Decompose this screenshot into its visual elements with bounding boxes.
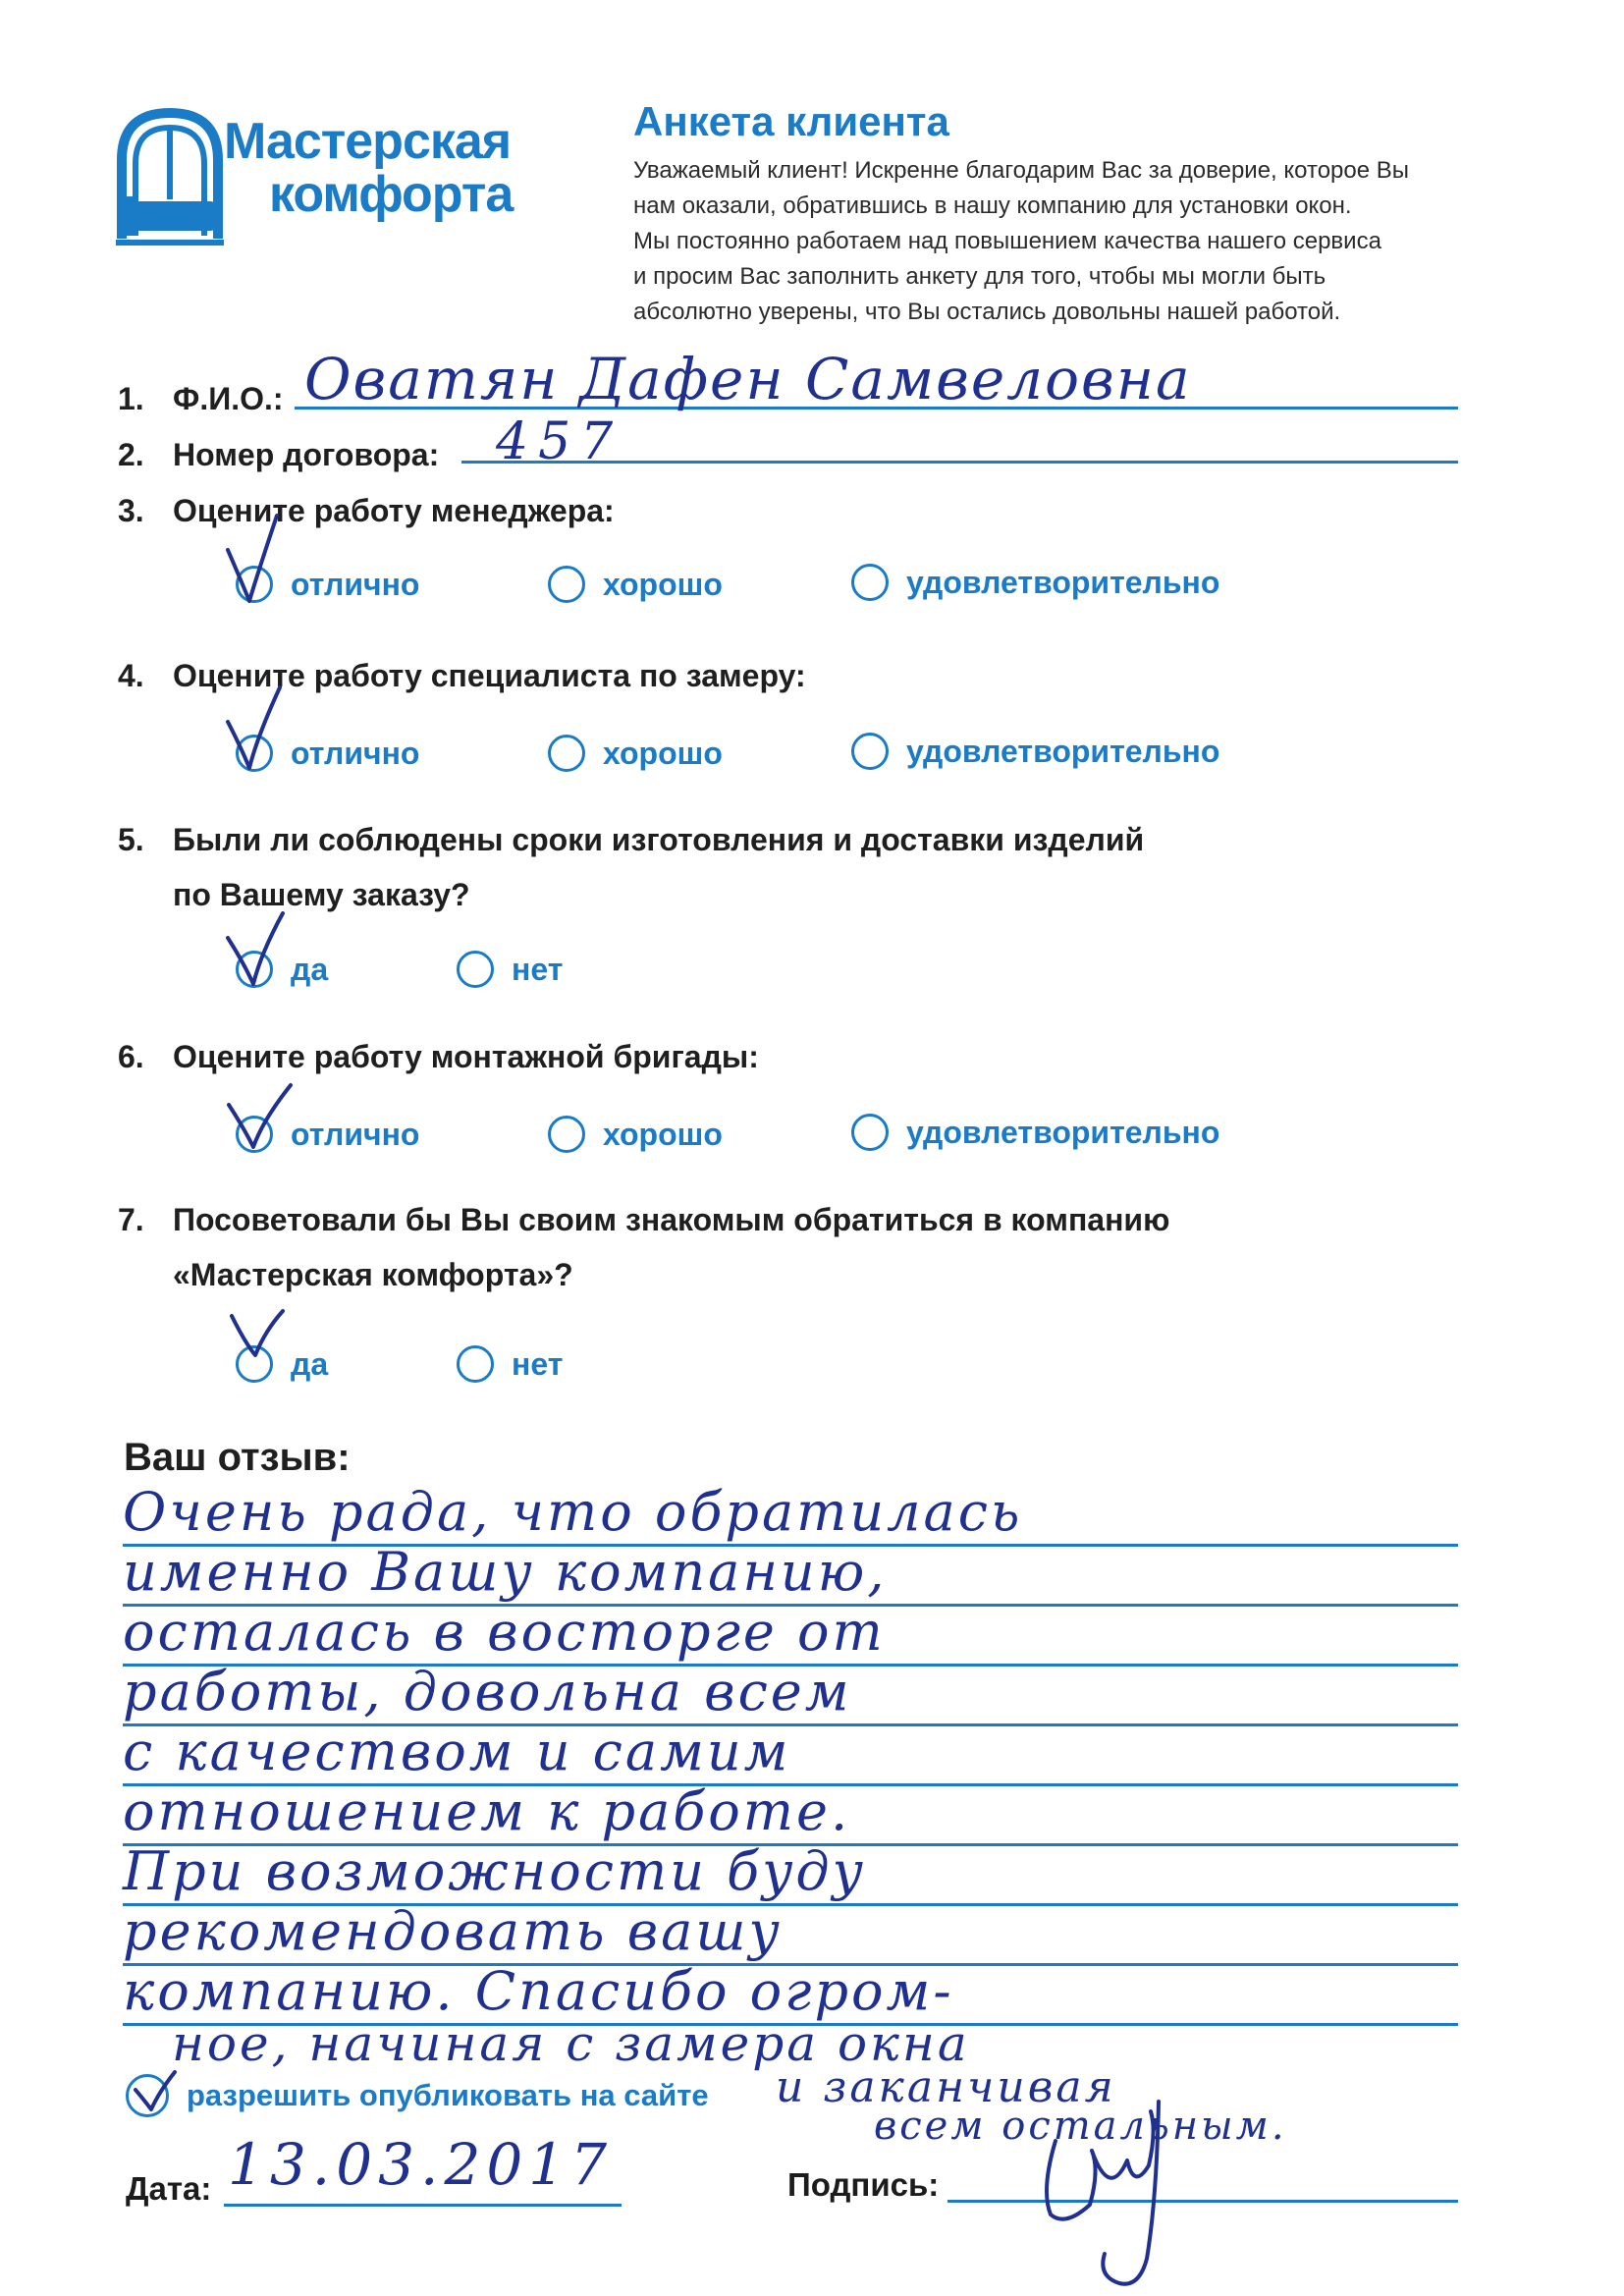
intro-line: Мы постоянно работаем над повышением качества нашего сервиса — [633, 228, 1381, 254]
checkmark-publish-icon — [135, 2072, 175, 2109]
checkmark-q6-icon — [229, 1085, 291, 1147]
question-label: Ф.И.О.: — [173, 381, 284, 416]
review-handwritten-line: При возможности буду — [123, 1840, 866, 1902]
question-label: Были ли соблюдены сроки изготовления и доставки изделий — [173, 822, 1145, 857]
option-label: нет — [512, 951, 564, 987]
option-label: отлично — [291, 1116, 420, 1152]
question-number: 5. — [118, 822, 144, 857]
form-title: Анкета клиента — [633, 98, 949, 144]
option-label: хорошо — [603, 566, 723, 602]
question-number: 6. — [118, 1039, 144, 1074]
brand-name-line1: Мастерская — [224, 113, 512, 170]
question-label: Оцените работу менеджера: — [173, 493, 615, 528]
review-handwritten-line: и заканчивая — [776, 2062, 1116, 2112]
checkmark-q3-icon — [228, 516, 277, 601]
brand-name-line2: комфорта — [269, 166, 514, 223]
review-handwritten-line: именно Вашу компанию, — [123, 1541, 888, 1603]
option-label: удовлетворительно — [906, 564, 1220, 600]
review-handwritten-line: с качеством и самим — [123, 1721, 791, 1782]
contract-handwritten-answer: 457 — [496, 412, 623, 471]
date-handwritten-value: 13.03.2017 — [228, 2131, 614, 2198]
review-title: Ваш отзыв: — [124, 1436, 351, 1479]
option-label: нет — [512, 1345, 564, 1382]
review-handwritten-line: компанию. Спасибо огром- — [123, 1960, 954, 2022]
intro-line: и просим Вас заполнить анкету для того, чтобы мы могли быть — [633, 263, 1326, 290]
signature-scribble-icon — [1047, 2102, 1159, 2284]
review-handwritten-line: отношением к работе. — [123, 1780, 851, 1842]
option-label: отлично — [291, 566, 420, 602]
intro-line: нам оказали, обратившись в нашу компанию для установки окон. — [633, 192, 1352, 219]
question-label: Номер договора: — [173, 437, 440, 472]
review-handwritten-line: всем остальным. — [874, 2104, 1287, 2149]
option-label: да — [291, 1345, 329, 1382]
option-label: хорошо — [603, 735, 723, 771]
date-label: Дата: — [126, 2170, 212, 2207]
question-number: 4. — [118, 658, 144, 693]
checkmark-q7-icon — [232, 1311, 283, 1355]
publish-label: разрешить опубликовать на сайте — [187, 2078, 709, 2112]
question-label-cont: «Мастерская комфорта»? — [173, 1257, 573, 1292]
question-label-cont: по Вашему заказу? — [173, 877, 470, 912]
intro-line: абсолютно уверены, что Вы остались довольны нашей работой. — [633, 299, 1341, 325]
option-label: да — [291, 951, 329, 987]
question-number: 3. — [118, 493, 144, 528]
question-label: Посоветовали бы Вы своим знакомым обратиться в компанию — [173, 1202, 1170, 1237]
review-handwritten-line: осталась в восторге от — [123, 1601, 886, 1663]
question-label: Оцените работу специалиста по замеру: — [173, 658, 806, 693]
question-number: 7. — [118, 1202, 144, 1237]
name-handwritten-answer: Оватян Дафен Самвеловна — [304, 346, 1192, 412]
question-number: 1. — [118, 381, 144, 416]
review-handwritten-line: ное, начиная с замера окна — [172, 2015, 970, 2072]
review-handwritten-line: Очень рада, что обратилась — [123, 1481, 1023, 1543]
review-handwritten-line: работы, довольна всем — [123, 1661, 852, 1722]
signature-label: Подпись: — [787, 2166, 940, 2203]
option-label: удовлетворительно — [906, 1114, 1220, 1150]
checkmark-q4-icon — [228, 687, 280, 768]
intro-line: Уважаемый клиент! Искренне благодарим Вас за доверие, которое Вы — [633, 157, 1410, 184]
checkmark-q5-icon — [228, 913, 283, 984]
question-number: 2. — [118, 437, 144, 472]
option-label: хорошо — [603, 1116, 723, 1152]
option-label: отлично — [291, 735, 420, 771]
review-handwritten-line: рекомендовать вашу — [123, 1900, 783, 1962]
question-label: Оцените работу монтажной бригады: — [173, 1039, 759, 1074]
option-label: удовлетворительно — [906, 733, 1220, 769]
